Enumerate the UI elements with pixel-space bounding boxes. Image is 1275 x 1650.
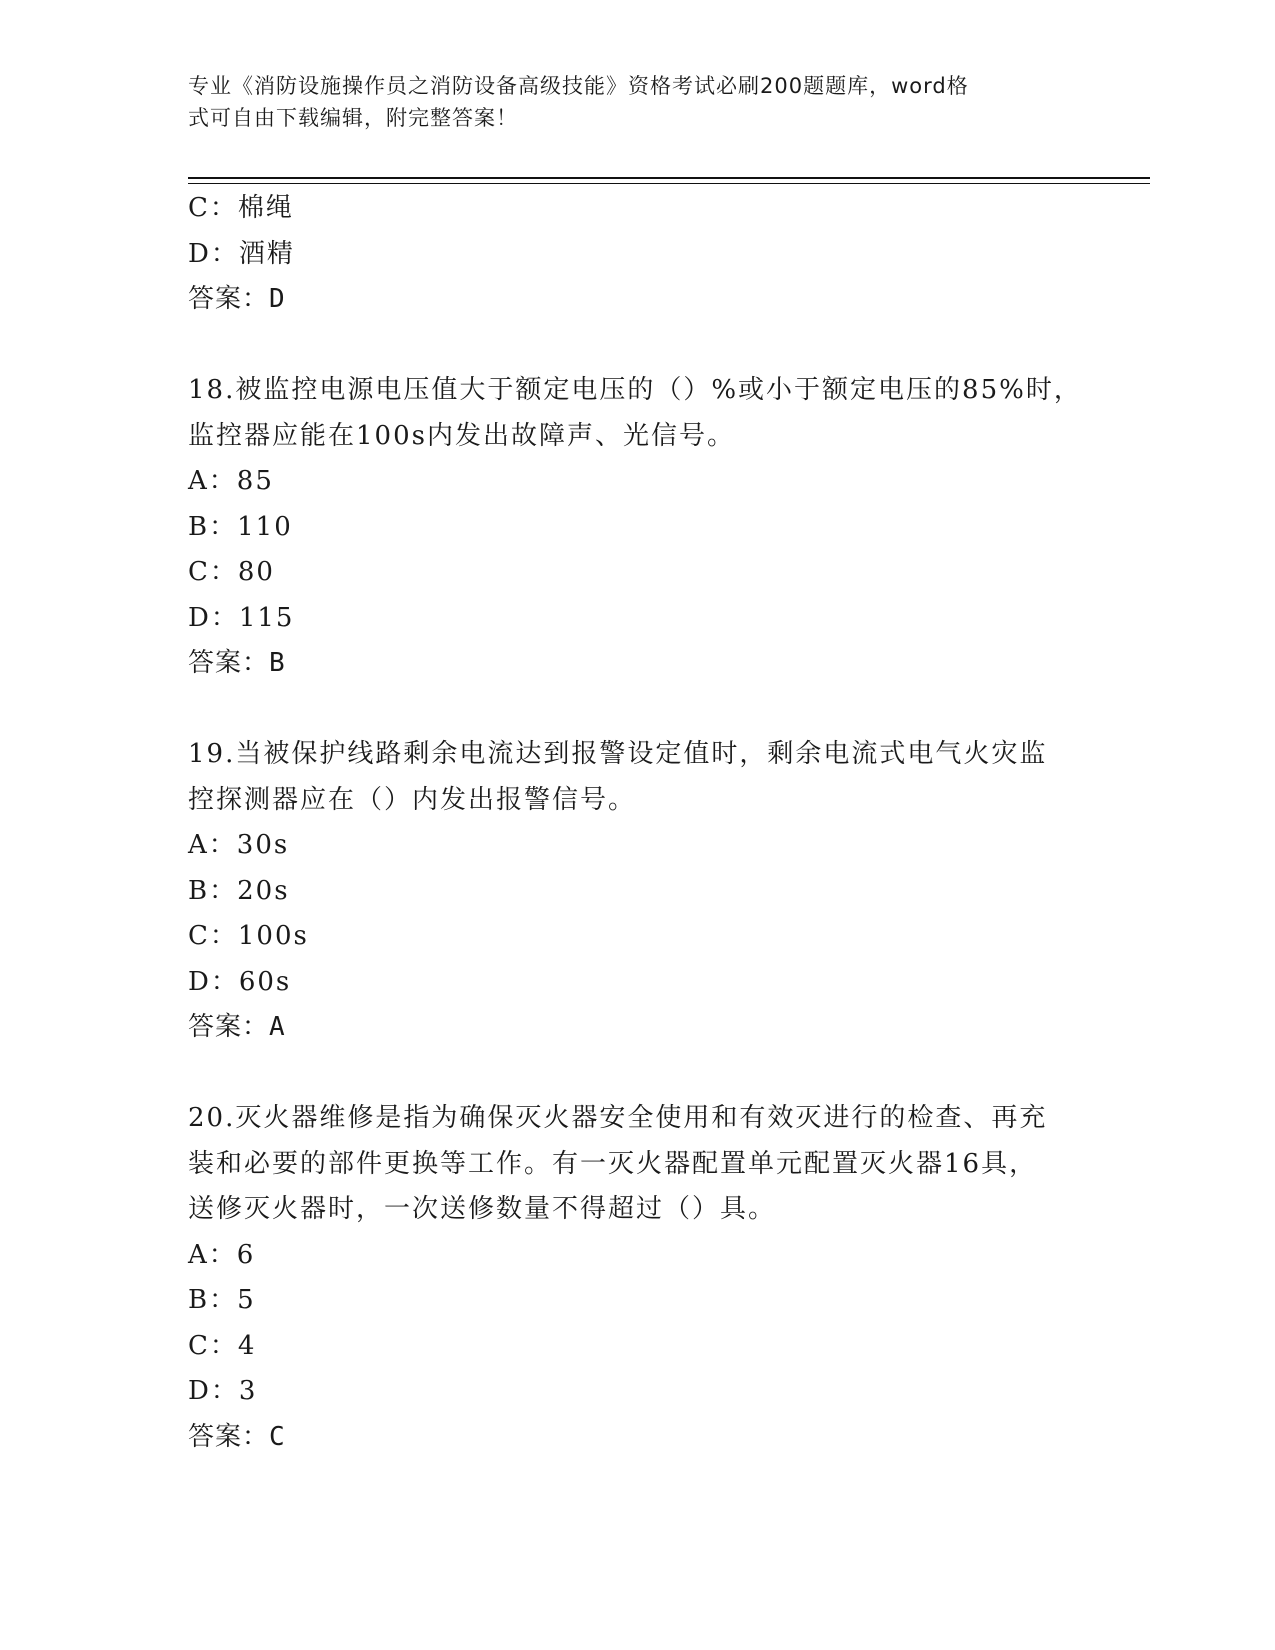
question-17-continuation <box>188 186 1088 323</box>
question-stem-line: 20.灭火器维修是指为确保灭火器安全使用和有效灭进行的检查、再充 <box>188 1103 1048 1133</box>
question-19 <box>188 732 1088 1051</box>
option-d: D：60s <box>188 966 292 997</box>
question-stem-line: 控探测器应在（）内发出报警信号。 <box>188 784 637 815</box>
option-a: A：85 <box>188 466 274 496</box>
header-rule-thin <box>188 183 1150 184</box>
option-b: B：110 <box>188 511 293 542</box>
question-stem-line: 监控器应能在100s内发出故障声、光信号。 <box>188 420 735 451</box>
option-a: A：6 <box>188 1239 256 1270</box>
answer-line: 答案：C <box>188 1421 286 1452</box>
option-d: D：115 <box>188 602 295 633</box>
document-body <box>188 186 1088 1460</box>
question-18 <box>188 368 1088 687</box>
option-d: D：3 <box>188 1376 258 1406</box>
option-c: C：100s <box>188 921 309 951</box>
question-stem-line: 装和必要的部件更换等工作。有一灭火器配置单元配置灭火器16具， <box>188 1148 1038 1179</box>
option-c: C：棉绳 <box>188 193 294 223</box>
option-d: D：酒精 <box>188 238 295 269</box>
header-line-1: 专业《消防设施操作员之消防设备高级技能》资格考试必刷200题题库，word格 <box>188 74 969 98</box>
option-c: C：4 <box>188 1330 257 1361</box>
question-stem-line: 18.被监控电源电压值大于额定电压的（）%或小于额定电压的85%时， <box>188 375 1082 405</box>
document-header <box>188 70 1068 134</box>
blank-line <box>188 687 1088 733</box>
question-stem-line: 19.当被保护线路剩余电流达到报警设定值时，剩余电流式电气火灾监 <box>188 739 1048 769</box>
answer-line: 答案：A <box>188 1012 286 1042</box>
question-stem-line: 送修灭火器时，一次送修数量不得超过（）具。 <box>188 1194 777 1224</box>
question-20 <box>188 1096 1088 1460</box>
header-rule-thick <box>188 177 1150 179</box>
option-c: C：80 <box>188 557 275 587</box>
blank-line <box>188 1051 1088 1097</box>
option-b: B：5 <box>188 1285 256 1315</box>
answer-line: 答案：B <box>188 648 286 678</box>
blank-line <box>188 323 1088 369</box>
header-line-2: 式可自由下载编辑，附完整答案！ <box>188 106 518 130</box>
answer-line: 答案：D <box>188 284 286 314</box>
option-a: A：30s <box>188 830 290 860</box>
option-b: B：20s <box>188 875 290 906</box>
